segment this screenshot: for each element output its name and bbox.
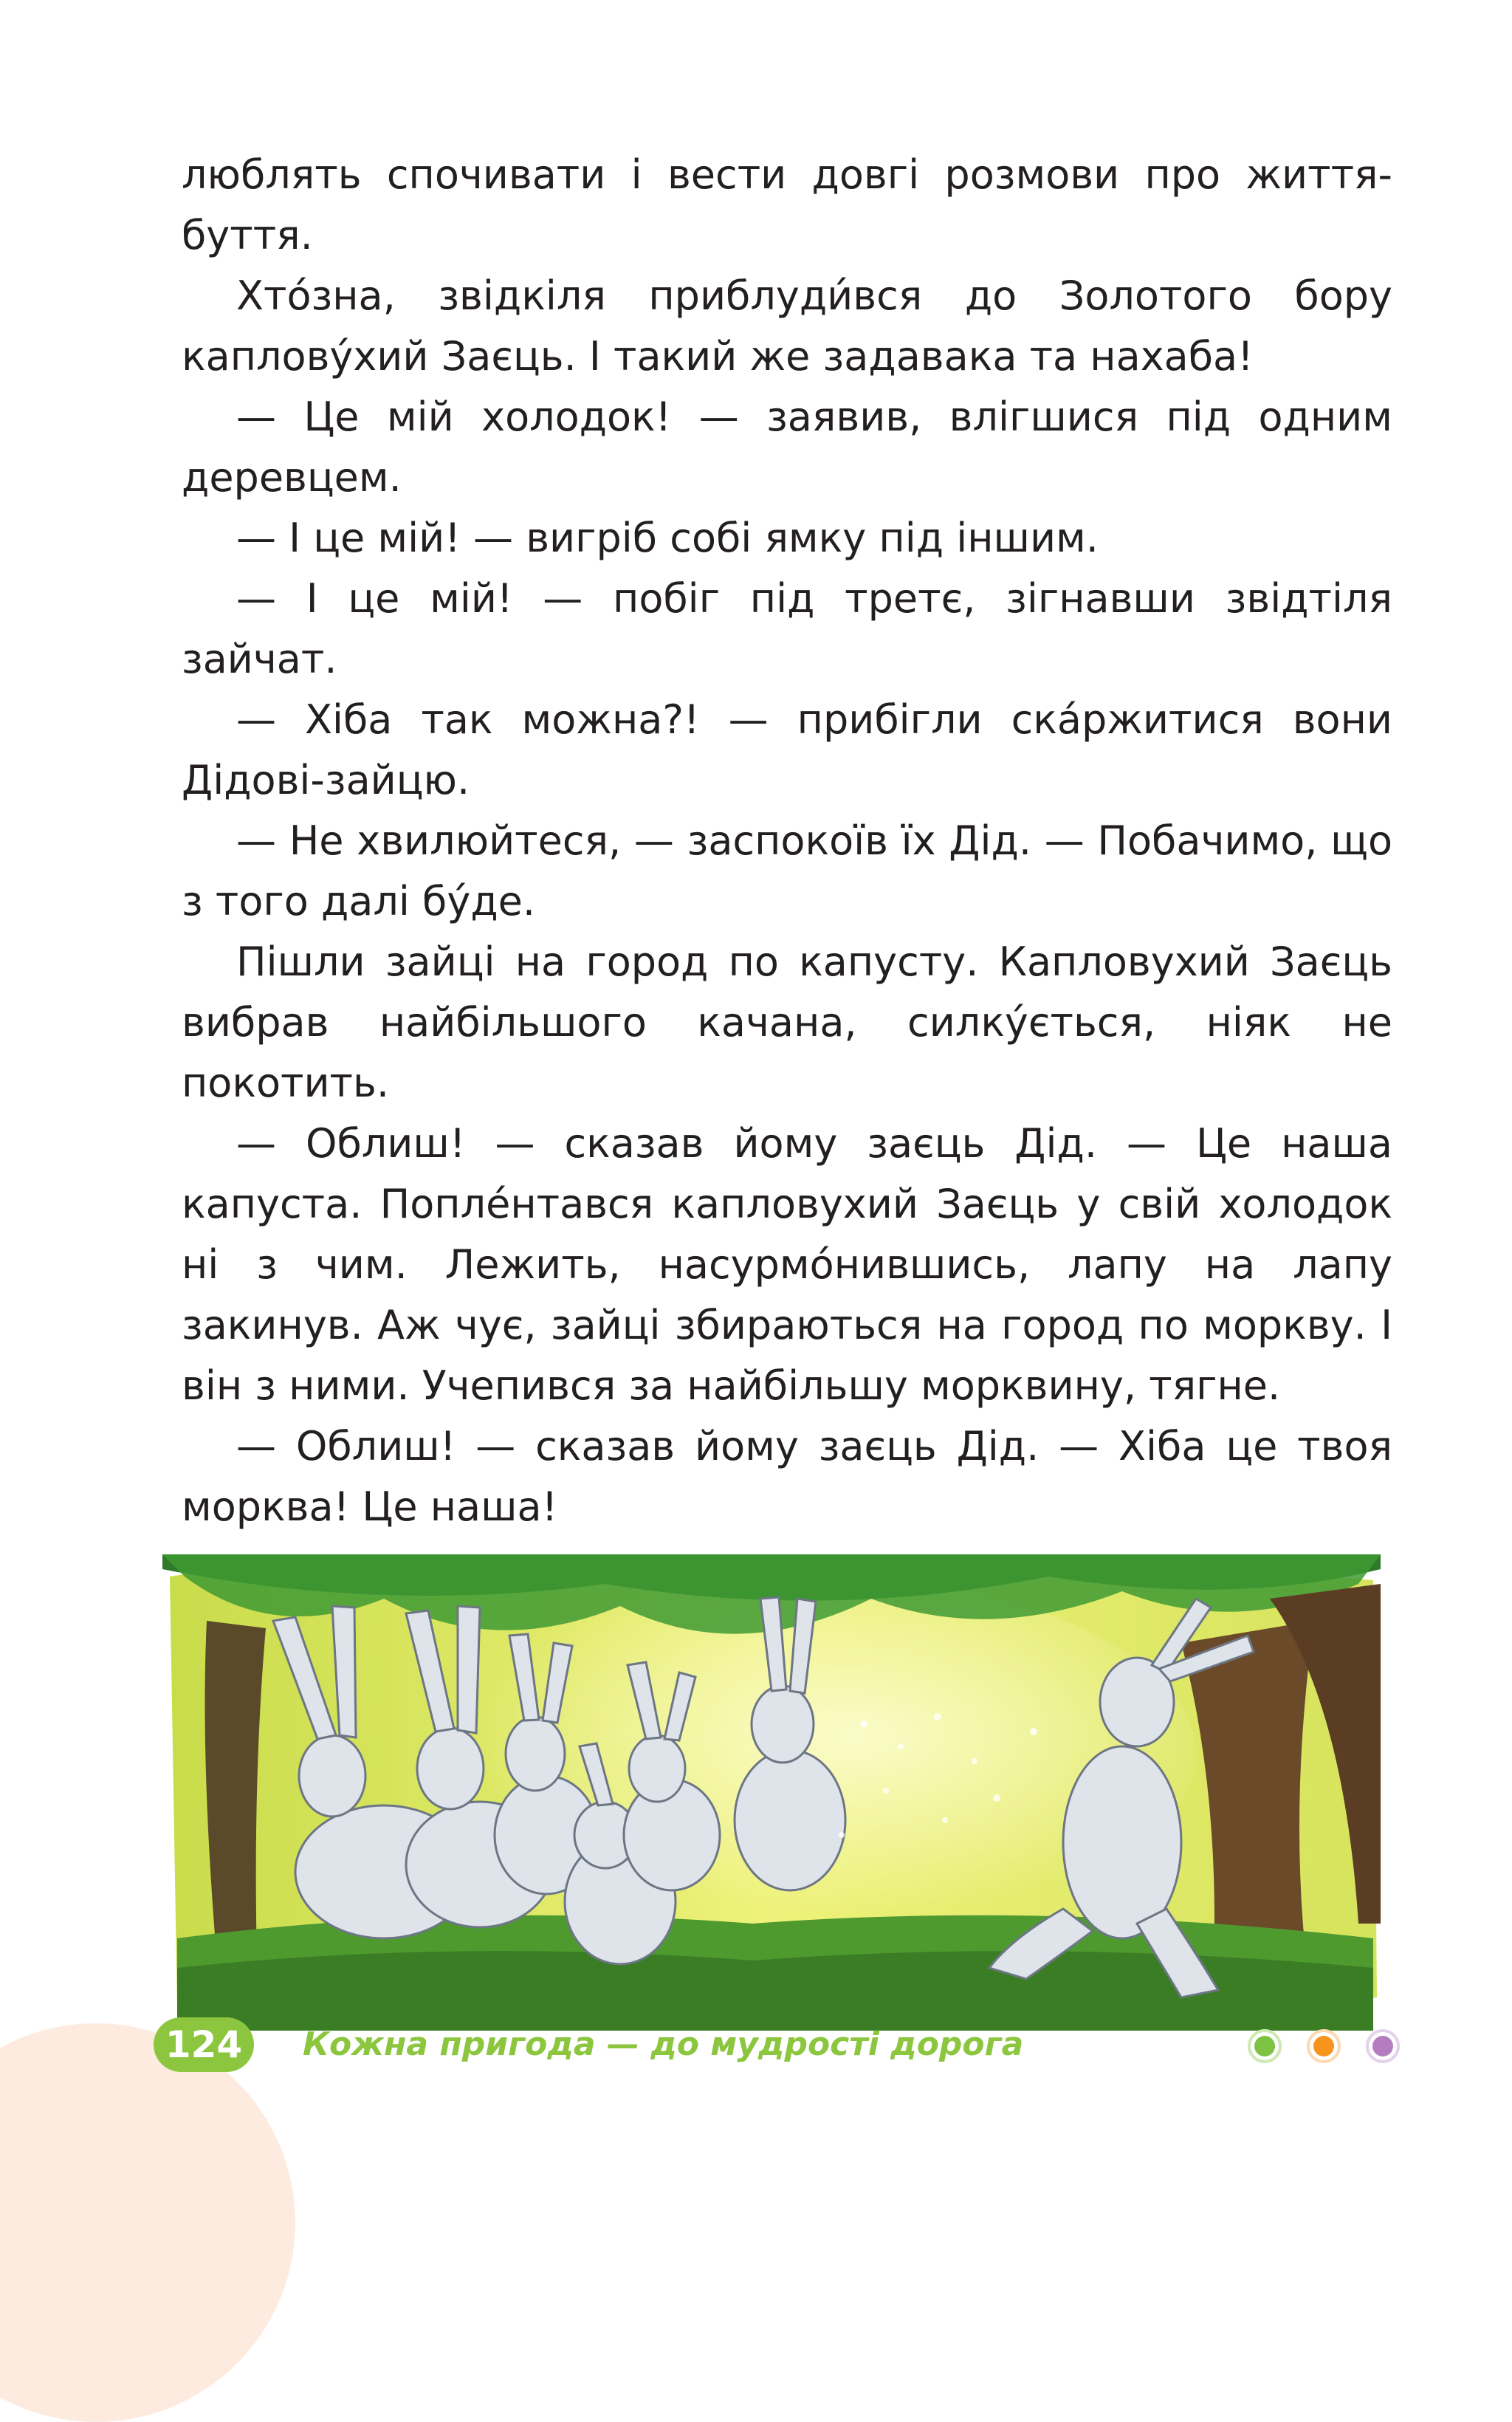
paragraph: — Облиш! — сказав йому заєць Дід. — Це наша капуста. Попле́нтався капловухий Заєць у свій холодок ні з чим. Лежить, насурмо́нившись, лапу на лапу закинув. Аж чує, зайці збираються на город по моркву. І він з ними. Учепився за найбільшу морквину, тягне. (182, 1120, 1392, 1409)
corner-decoration (0, 2023, 295, 2422)
paragraph: — Облиш! — сказав йому заєць Дід. — Хіба це твоя морква! Це наша! (182, 1423, 1392, 1530)
paragraph: — Не хвилюйтеся, — заспокоїв їх Дід. — Побачимо, що з того далі бу́де. (182, 817, 1392, 924)
paragraph: — Це мій холодок! — заявив, влігшися під одним деревцем. (182, 394, 1392, 501)
paragraph: Хто́зна, звідкіля приблуди́вся до Золотого бору каплову́хий Заєць. І такий же задавака та нахаба! (182, 272, 1392, 380)
paragraph: — І це мій! — вигріб собі ямку під іншим. (236, 515, 1099, 561)
paragraph: Пішли зайці на город по капусту. Капловухий Заєць вибрав найбільшого качана, силку́ється, ніяк не покотить. (182, 939, 1392, 1106)
green-dot-icon (1248, 2029, 1282, 2063)
paragraph: — Хіба так можна?! — прибігли ска́ржитися вони Дідові-зайцю. (182, 696, 1392, 803)
orange-dot-icon (1307, 2029, 1341, 2063)
page-number-badge (154, 2017, 254, 2072)
forest-rabbits-illustration (162, 1554, 1381, 2031)
page-number: 124 (165, 2023, 243, 2066)
purple-dot-icon (1366, 2029, 1400, 2063)
paragraph: — І це мій! — побіг під третє, зігнавши звідтіля зайчат. (182, 575, 1392, 682)
running-title: Кожна пригода — до мудрості дорога (303, 2025, 1024, 2063)
paragraph: люблять спочивати і вести довгі розмови про життя-буття. (182, 151, 1392, 258)
story-text (182, 145, 1392, 1537)
